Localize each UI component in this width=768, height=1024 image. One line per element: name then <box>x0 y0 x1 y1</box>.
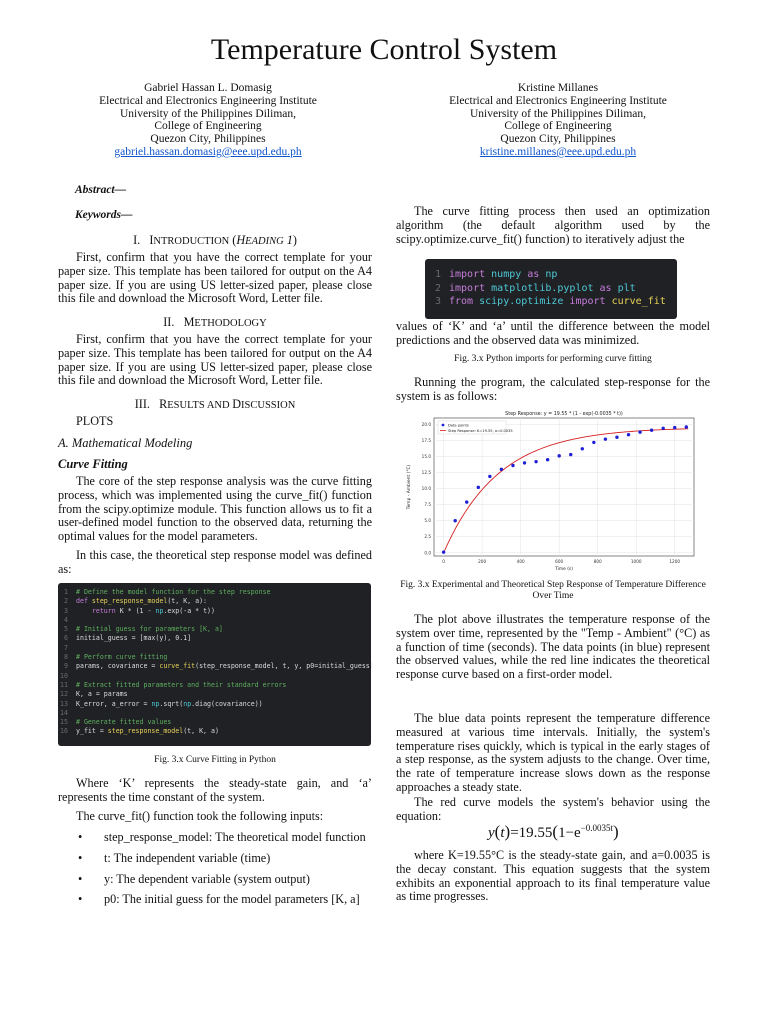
x-tick-label: 600 <box>555 559 564 564</box>
figure-caption: Fig. 3.x Experimental and Theoretical Step Response of Temperature Difference Over Time <box>400 580 706 601</box>
figure-caption: Fig. 3.x Curve Fitting in Python <box>154 755 276 765</box>
author-college: College of Engineering <box>154 120 262 133</box>
data-point <box>534 460 537 463</box>
code-line: 16 y_fit = step_response_model(t, K, a) <box>60 727 219 736</box>
y-axis-label: Temp - Ambient (°C) <box>407 464 412 510</box>
data-point <box>465 500 468 503</box>
code-line: 12 K, a = params <box>60 690 128 699</box>
list-item: • p0: The initial guess for the model parameters [K, a] <box>78 893 372 907</box>
data-point <box>477 486 480 489</box>
data-point <box>569 453 572 456</box>
code-line: 9 params, covariance = curve_fit(step_response_model, t, y, p0=initial_guess) <box>64 662 374 671</box>
optimization-paragraph-continued: values of ‘K’ and ‘a’ until the difference between the model predictions and the observed data was minimized. <box>396 319 710 347</box>
author-email-link[interactable]: kristine.millanes@eee.upd.edu.ph <box>479 145 637 158</box>
list-item: • t: The independent variable (time) <box>78 852 372 866</box>
author-name: Gabriel Hassan L. Domasig <box>144 82 272 94</box>
data-point <box>650 428 653 431</box>
plot-description-paragraph: The plot above illustrates the temperature response of the system over time, represented by the "Temp - Ambient" (°C) as a function of time (seconds). The data points (in blue) represent the observed values, while the red line indicates the theoretical response curve based on a first-order model. <box>396 612 710 682</box>
code-line: 5 # Initial guess for parameters [K, a] <box>64 625 223 634</box>
data-point <box>661 427 664 430</box>
chart-title: Step Response: y = 19.55 * (1 - exp(-0.0035 * t)) <box>505 412 623 417</box>
y-tick-label: 7.5 <box>424 502 431 508</box>
code-line: 14 <box>60 708 68 717</box>
code-block-imports <box>425 259 677 319</box>
code-block-curve-fitting <box>58 583 374 746</box>
list-item: • step_response_model: The theoretical model function <box>78 831 372 845</box>
data-point <box>546 458 549 461</box>
author-block-1 <box>38 82 378 159</box>
y-tick-label: 20.0 <box>421 421 431 427</box>
plot-area <box>434 418 694 556</box>
legend-marker-data <box>442 424 445 427</box>
step-response-chart <box>398 406 710 576</box>
figure-caption: Fig. 3.x Python imports for performing curve fitting <box>454 354 652 364</box>
inputs-paragraph: The curve_fit() function took the following inputs: <box>76 809 324 823</box>
curve-fitting-paragraph: The core of the step response analysis was the curve fitting process, which was implemented using the curve_fit() function from the scipy.optimize module. This function allows us to fit a user-defined model function to the observed data, returning the optimal values for the model parameters. <box>58 474 372 544</box>
keywords-label: Keywords— <box>75 209 133 221</box>
data-point <box>627 433 630 436</box>
data-point <box>673 426 676 429</box>
subsection-heading: A. Mathematical Modeling <box>58 436 193 450</box>
code-line: 7 <box>64 643 68 652</box>
code-line: 13 K_error, a_error = np.sqrt(np.diag(covariance)) <box>60 699 263 708</box>
code-line: 2 import matplotlib.pyplot as plt <box>434 282 636 294</box>
inputs-list <box>78 831 372 914</box>
x-axis-label: Time (s) <box>555 567 573 572</box>
abstract-label: Abstract— <box>75 184 127 196</box>
y-tick-label: 10.0 <box>421 486 431 492</box>
step-response-equation: $y(t)=19.55(1-e^{-0.0035t})$ <box>488 822 619 841</box>
data-point <box>442 550 445 553</box>
author-city: Quezon City, Philippines <box>150 133 266 146</box>
y-tick-label: 15.0 <box>421 454 431 460</box>
code-line: 8 # Perform curve fitting <box>64 653 168 662</box>
author-city: Quezon City, Philippines <box>500 133 616 146</box>
author-college: College of Engineering <box>504 120 612 133</box>
section-heading-introduction: I. INTRODUCTION (HEADING 1) <box>133 233 297 247</box>
methodology-paragraph: First, confirm that you have the correct template for your paper size. This template has been tailored for output on the A4 paper size. If you are using US letter-sized paper, please close this file and download the Microsoft Word, Letter file. <box>58 332 372 388</box>
intro-paragraph: First, confirm that you have the correct template for your paper size. This template has been tailored for output on the A4 paper size. If you are using US letter-sized paper, please close this file and download the Microsoft Word, Letter file. <box>58 250 372 306</box>
running-paragraph: Running the program, the calculated step-response for the system is as follows: <box>396 375 710 403</box>
x-tick-label: 200 <box>478 559 487 564</box>
legend-label: Data points <box>448 423 469 428</box>
author-email-link[interactable]: gabriel.hassan.domasig@eee.upd.edu.ph <box>114 145 302 158</box>
data-point <box>638 430 641 433</box>
x-tick-label: 0 <box>442 559 445 564</box>
data-point <box>685 425 688 428</box>
section-heading-results: III. RESULTS AND DISCUSSION <box>134 397 296 411</box>
code-line: 3 return K * (1 - np.exp(-a * t)) <box>64 606 215 615</box>
legend-label: Step Response: K=19.55, a=0.0035 <box>448 428 513 433</box>
blue-points-paragraph: The blue data points represent the temperature difference measured at various time intervals. Initially, the system's temperature rises quickly, which is typical in the early stages of a step response, as the system adjusts to the change. Over time, the rate of temperature increase slows down as the response approaches a steady state. <box>396 711 710 794</box>
author-dept: Electrical and Electronics Engineering Institute <box>449 94 667 107</box>
x-tick-label: 400 <box>516 559 525 564</box>
code-line: 6 initial_guess = [max(y), 0.1] <box>64 634 192 643</box>
paper-title: Temperature Control System <box>210 33 558 66</box>
x-tick-label: 800 <box>593 559 602 564</box>
code-line: 4 <box>64 615 68 624</box>
data-point <box>615 436 618 439</box>
x-tick-label: 1000 <box>630 559 642 564</box>
author-univ: University of the Philippines Diliman, <box>120 107 296 120</box>
model-definition-paragraph: In this case, the theoretical step response model was defined as: <box>58 548 372 576</box>
code-line: 11 # Extract fitted parameters and their standard errors <box>60 680 287 689</box>
code-line: 10 <box>60 671 68 680</box>
data-point <box>500 468 503 471</box>
section-heading-methodology: II. METHODOLOGY <box>163 315 267 329</box>
list-item: • y: The dependent variable (system output) <box>78 873 372 887</box>
y-tick-label: 0.0 <box>424 550 431 556</box>
data-point <box>488 475 491 478</box>
code-line: 1 # Define the model function for the step response <box>64 588 271 596</box>
author-block-2 <box>388 82 728 159</box>
x-tick-label: 1200 <box>669 559 681 564</box>
data-point <box>592 441 595 444</box>
curve-fitting-heading: Curve Fitting <box>58 457 128 471</box>
y-tick-label: 5.0 <box>424 518 431 524</box>
where-gain-paragraph: where K=19.55°C is the steady-state gain, and a=0.0035 is the decay constant. This equation suggests that the system exhibits an exponential approach to its final temperature value as time progresses. <box>396 848 710 904</box>
author-univ: University of the Philippines Diliman, <box>470 107 646 120</box>
data-point <box>581 447 584 450</box>
author-dept: Electrical and Electronics Engineering Institute <box>99 94 317 107</box>
y-tick-label: 17.5 <box>421 437 431 443</box>
y-tick-label: 12.5 <box>421 470 431 476</box>
data-point <box>511 464 514 467</box>
data-point <box>453 519 456 522</box>
optimization-paragraph: The curve fitting process then used an optimization algorithm (the default algorithm used by the scipy.optimize.curve_fit() function) to iteratively adjust the <box>396 204 710 246</box>
code-line: 1 import numpy as np <box>434 269 558 280</box>
data-point <box>523 461 526 464</box>
code-line: 2 def step_response_model(t, K, a): <box>64 597 208 606</box>
y-tick-label: 2.5 <box>424 534 431 540</box>
red-curve-paragraph: The red curve models the system's behavior using the equation: <box>396 795 710 823</box>
data-point <box>604 437 607 440</box>
code-line: 3 from scipy.optimize import curve_fit <box>434 296 666 307</box>
author-name: Kristine Millanes <box>517 82 599 94</box>
where-paragraph: Where ‘K’ represents the steady-state gain, and ‘a’ represents the time constant of the system. <box>58 776 372 804</box>
code-line: 15 # Generate fitted values <box>60 718 172 727</box>
data-point <box>557 454 560 457</box>
plots-label: PLOTS <box>76 414 114 428</box>
